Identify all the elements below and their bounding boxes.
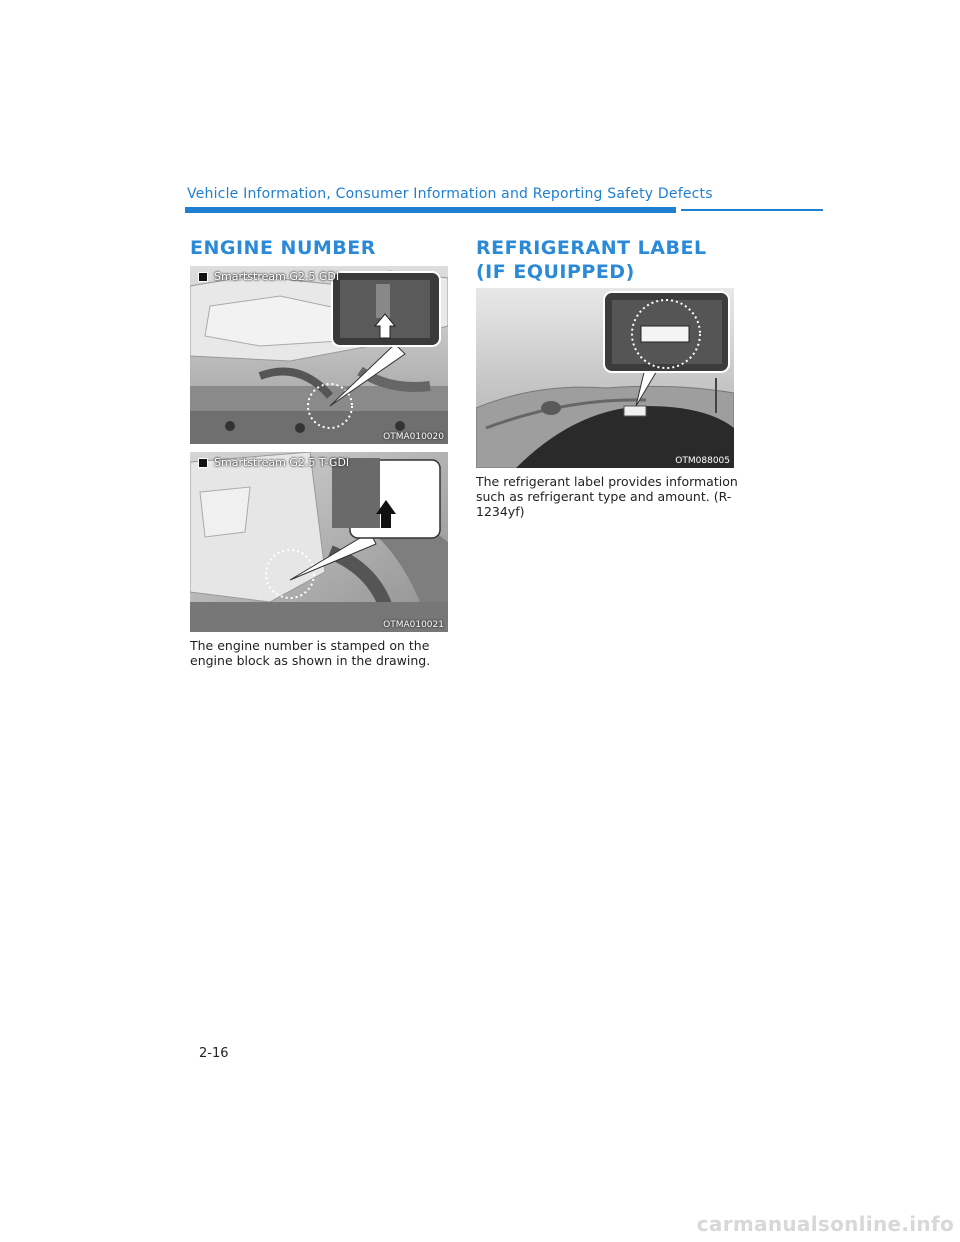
refrigerant-heading-line2: (IF EQUIPPED) (476, 261, 635, 283)
header-rule-thin (681, 209, 823, 211)
figure-code: OTMA010020 (383, 432, 444, 442)
page-number: 2-16 (199, 1046, 229, 1061)
engine-number-body: The engine number is stamped on the engine block as shown in the drawing. (190, 638, 431, 668)
engine-figure-g25-tgdi (190, 452, 448, 632)
figure-label-text: Smartstream G2.5 T-GDI (214, 456, 350, 469)
refrigerant-figure (476, 288, 734, 468)
engine-illustration-g25-gdi (190, 266, 448, 444)
figure-code: OTMA010021 (383, 620, 444, 630)
refrigerant-body: The refrigerant label provides information such as refrigerant type and amount. (R-1234yf) (476, 474, 738, 519)
header-rule-thick (185, 207, 676, 213)
figure-label-text: Smartstream G2.5 GDI (214, 270, 340, 283)
figure-label (198, 456, 349, 469)
watermark: carmanualsonline.info (696, 1212, 954, 1236)
engine-figure-g25-gdi (190, 266, 448, 444)
engine-number-heading: ENGINE NUMBER (190, 237, 376, 259)
figure-code: OTM088005 (675, 456, 730, 466)
hood-illustration (476, 288, 734, 468)
running-header: Vehicle Information, Consumer Information and Reporting Safety Defects (187, 186, 713, 202)
engine-illustration-g25-tgdi (190, 452, 448, 632)
refrigerant-heading-line1: REFRIGERANT LABEL (476, 237, 707, 259)
bullet-square-icon (198, 458, 208, 468)
bullet-square-icon (198, 272, 208, 282)
figure-label (198, 270, 339, 283)
